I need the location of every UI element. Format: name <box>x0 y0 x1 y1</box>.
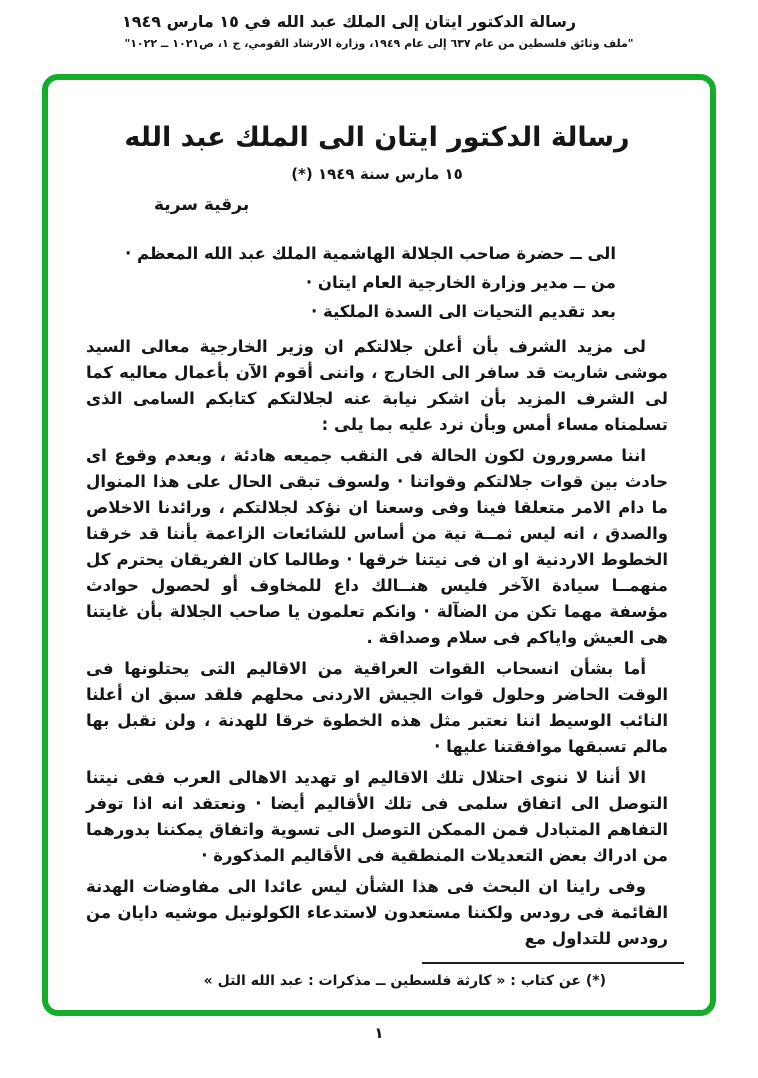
running-header <box>0 12 758 50</box>
document-frame <box>42 74 716 1016</box>
paragraph-2: اننا مسرورون لكون الحالة فى النقب جميعه هادئة ، وبعدم وقوع اى حادث بين قوات جلالتكم وقواتنا · ولسوف تبقى الحال على هذا المنوال ما دام الامر متعلقا فينا وفى وسعنا ان نؤكد لجلالتكم ، ورائدنا الاخلاص والصدق ، انه ليس ثمــة نية من أساس للشائعات الزاعمة بأننا قد خرقنا الخطوط الاردنية او ان فى نيتنا خرقها · وطالما كان الفريقان يحترم كل منهمــا سيادة الآخر فليس هنــالك داع للمخاوف أو لحصول حوادث مؤسفة مهما تكن من الضآلة · وانكم تعلمون يا صاحب الجلالة بأن غايتنا هى العيش واياكم فى سلام وصداقة . <box>86 446 668 647</box>
address-block <box>86 239 616 326</box>
letter-date: ١٥ مارس سنة ١٩٤٩ (*) <box>291 165 463 183</box>
header-title-line: رسالة الدكتور ايتان إلى الملك عبد الله في ١٥ مارس ١٩٤٩ <box>121 12 577 31</box>
paragraph-5: وفى راينا ان البحث فى هذا الشأن ليس عائدا الى مفاوضات الهدنة القائمة فى رودس ولكننا مستعدون لاستدعاء الكولونيل موشيه دايان من رودس للتداول مع <box>86 877 668 948</box>
header-source-line: "ملف وثائق فلسطين من عام ٦٣٧ إلى عام ١٩٤٩، وزارة الارشاد القومي، ج ١، ص١٠٢١ ــ ١٠٢٢" <box>124 37 634 50</box>
page-number: ١ <box>374 1024 384 1042</box>
paragraph-1: لى مزيد الشرف بأن أعلن جلالتكم ان وزير الخارجية معالى السيد موشى شاريت قد سافر الى الخارج ، واننى أقوم الآن بأعمال معاليه كما لى الشرف المزيد بأن اشكر نيابة عنه لجلالتكم كتابكم السامى الذى تسلمناه مساء أمس وبأن نرد عليه بما يلى : <box>86 337 668 434</box>
address-to-line: الى ــ حضرة صاحب الجلالة الهاشمية الملك عبد الله المعظم · <box>124 244 616 263</box>
letter-title: رسالة الدكتور ايتان الى الملك عبد الله <box>124 122 630 153</box>
footnote-separator <box>422 962 684 964</box>
address-greeting-line: بعد تقديم التحيات الى السدة الملكية · <box>311 302 616 321</box>
letter-body <box>48 122 710 1052</box>
footnote: (*) عن كتاب : « كارثة فلسطين ــ مذكرات : عبد الله التل » <box>203 973 606 989</box>
classification-label: برقية سرية <box>154 195 250 215</box>
paragraph-3: أما بشأن انسحاب القوات العراقية من الاقاليم التى يحتلونها فى الوقت الحاضر وحلول قوات الجيش الاردنى محلهم فلقد سبق ان أعلنا النائب الوسيط اننا نعتبر مثل هذه الخطوة خرقا للهدنة ، ولن نقبل بها مالم تسبقها موافقتنا عليها · <box>86 659 668 756</box>
address-from-line: من ــ مدير وزارة الخارجية العام ايتان · <box>305 273 616 292</box>
paragraph-4: الا أننا لا ننوى احتلال تلك الاقاليم او تهديد الاهالى العرب ففى نيتنا التوصل الى اتفاق سلمى فى تلك الأقاليم أيضا · ونعتقد انه اذا توفر التفاهم المتبادل فمن الممكن التوصل الى تسوية واتفاق يمكننا بدورهما من ادراك بعض التعديلات المنطقية فى الأقاليم المذكورة · <box>86 768 668 865</box>
